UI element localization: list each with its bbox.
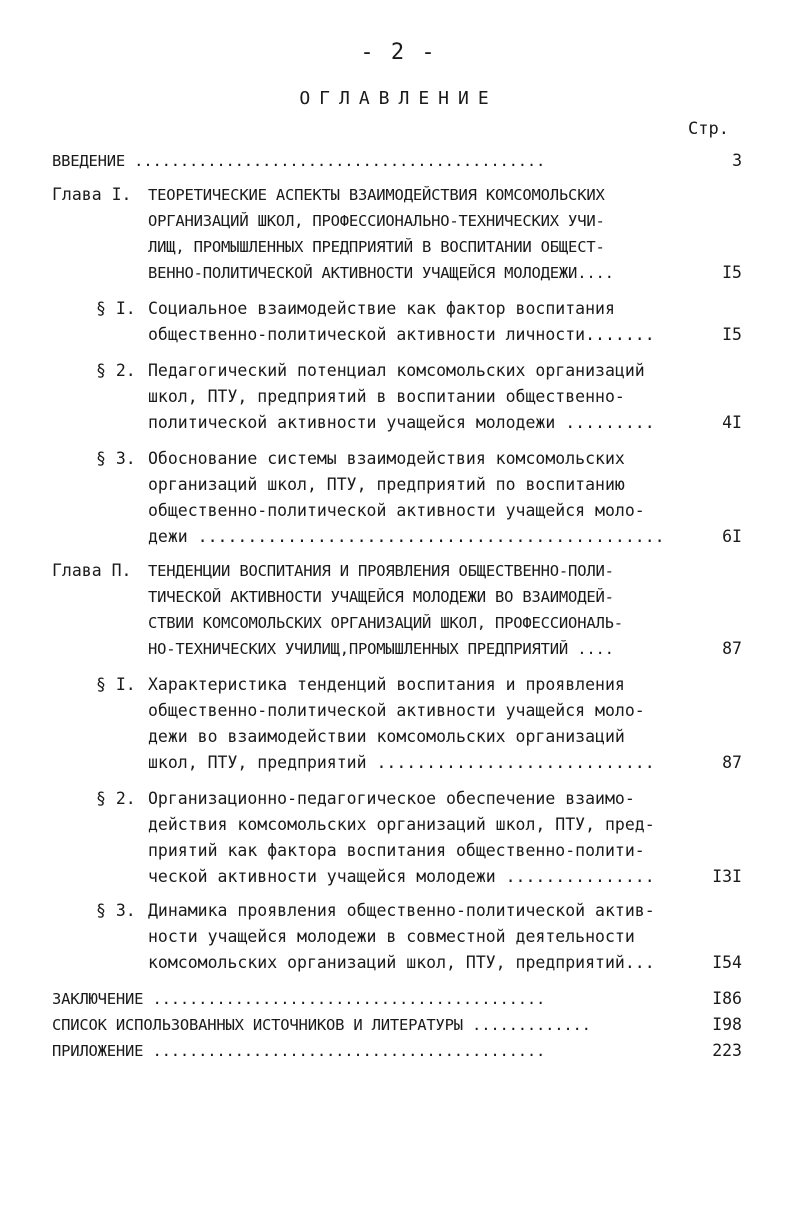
toc-entry-line: СПИСОК ИСПОЛЬЗОВАННЫХ ИСТОЧНИКОВ И ЛИТЕРАТУРЫ ............. [52, 1016, 591, 1034]
toc-entry-appendix[interactable] [52, 1038, 742, 1064]
toc-entry-page: 87 [722, 639, 742, 658]
toc-entry-page: 6I [722, 527, 742, 546]
toc-entry-page: 4I [722, 413, 742, 432]
toc-entry-page: I5 [722, 263, 742, 282]
toc-entry-line: общественно-политической активности учащейся моло- [148, 701, 645, 720]
toc-entry-line: ВВЕДЕНИЕ ............................................. [52, 152, 546, 170]
toc-entry-line: ТИЧЕСКОЙ АКТИВНОСТИ УЧАЩЕЙСЯ МОЛОДЕЖИ ВО ВЗАИМОДЕЙ- [148, 588, 614, 606]
toc-entry-line: ЗАКЛЮЧЕНИЕ ........................................... [52, 990, 546, 1008]
toc-entry-page: I86 [712, 989, 742, 1008]
toc-entry-intro[interactable] [52, 148, 742, 174]
toc-entry-label: § 2. [96, 789, 136, 808]
toc-entry-line: ВЕННО-ПОЛИТИЧЕСКОЙ АКТИВНОСТИ УЧАЩЕЙСЯ МОЛОДЕЖИ.... [148, 264, 614, 282]
toc-entry-line: школ, ПТУ, предприятий в воспитании общественно- [148, 387, 625, 406]
toc-entry-line: организаций школ, ПТУ, предприятий по воспитанию [148, 475, 625, 494]
page-number: - 2 - [360, 40, 437, 65]
toc-heading: ОГЛАВЛЕНИЕ [299, 88, 498, 109]
toc-entry-label: Глава I. [52, 185, 132, 204]
toc-entry-line: НО-ТЕХНИЧЕСКИХ УЧИЛИЩ,ПРОМЫШЛЕННЫХ ПРЕДПРИЯТИЙ .... [148, 640, 614, 658]
toc-entry-bibliography[interactable] [52, 1012, 742, 1038]
toc-entry-line: Социальное взаимодействие как фактор воспитания [148, 299, 615, 318]
page-column-label: Стр. [688, 119, 729, 139]
toc-entry-line: Педагогический потенциал комсомольских организаций [148, 361, 645, 380]
toc-entry-label: § 3. [96, 449, 136, 468]
toc-entry-line: СТВИИ КОМСОМОЛЬСКИХ ОРГАНИЗАЦИЙ ШКОЛ, ПРОФЕССИОНАЛЬ- [148, 614, 623, 632]
toc-entry-line: действия комсомольских организаций школ, ПТУ, пред- [148, 815, 655, 834]
toc-entry-line: ОРГАНИЗАЦИЙ ШКОЛ, ПРОФЕССИОНАЛЬНО-ТЕХНИЧЕСКИХ УЧИ- [148, 212, 605, 230]
toc-entry-label: § 3. [96, 901, 136, 920]
toc-entry-line: ности учащейся молодежи в совместной деятельности [148, 927, 635, 946]
toc-entry-line: общественно-политической активности учащейся моло- [148, 501, 645, 520]
toc-entry-line: дежи ............................................... [148, 527, 665, 546]
toc-entry-line: дежи во взаимодействии комсомольских организаций [148, 727, 625, 746]
toc-entry-page: 87 [722, 753, 742, 772]
toc-entry-line: общественно-политической активности личности....... [148, 325, 655, 344]
toc-entry-line: Обоснование системы взаимодействия комсомольских [148, 449, 625, 468]
toc-entry-page: I5 [722, 325, 742, 344]
toc-entry-label: § 2. [96, 361, 136, 380]
toc-entry-line: Организационно-педагогическое обеспечение взаимо- [148, 789, 635, 808]
toc-entry-page: 223 [712, 1041, 742, 1060]
toc-entry-label: Глава П. [52, 561, 132, 580]
toc-entry-line: комсомольских организаций школ, ПТУ, предприятий... [148, 953, 655, 972]
toc-entry-page: 3 [732, 151, 742, 170]
toc-entry-label: § I. [96, 299, 136, 318]
toc-entry-line: школ, ПТУ, предприятий ............................ [148, 753, 655, 772]
toc-entry-line: Характеристика тенденций воспитания и проявления [148, 675, 625, 694]
toc-entry-page: I54 [712, 953, 742, 972]
toc-entry-line: ТЕОРЕТИЧЕСКИЕ АСПЕКТЫ ВЗАИМОДЕЙСТВИЯ КОМСОМОЛЬСКИХ [148, 186, 605, 204]
toc-entry-label: § I. [96, 675, 136, 694]
toc-entry-line: политической активности учащейся молодежи ......... [148, 413, 655, 432]
toc-entry-line: ческой активности учащейся молодежи ............... [148, 867, 655, 886]
toc-entry-line: ТЕНДЕНЦИИ ВОСПИТАНИЯ И ПРОЯВЛЕНИЯ ОБЩЕСТВЕННО-ПОЛИ- [148, 562, 614, 580]
toc-entry-line: Динамика проявления общественно-политической актив- [148, 901, 655, 920]
toc-entry-page: I98 [712, 1015, 742, 1034]
toc-entry-page: I3I [712, 867, 742, 886]
toc-entry-conclusion[interactable] [52, 986, 742, 1012]
toc-entry-line: ПРИЛОЖЕНИЕ ........................................... [52, 1042, 546, 1060]
toc-entry-line: ЛИЩ, ПРОМЫШЛЕННЫХ ПРЕДПРИЯТИЙ В ВОСПИТАНИИ ОБЩЕСТ- [148, 238, 605, 256]
toc-entry-line: приятий как фактора воспитания общественно-полити- [148, 841, 645, 860]
